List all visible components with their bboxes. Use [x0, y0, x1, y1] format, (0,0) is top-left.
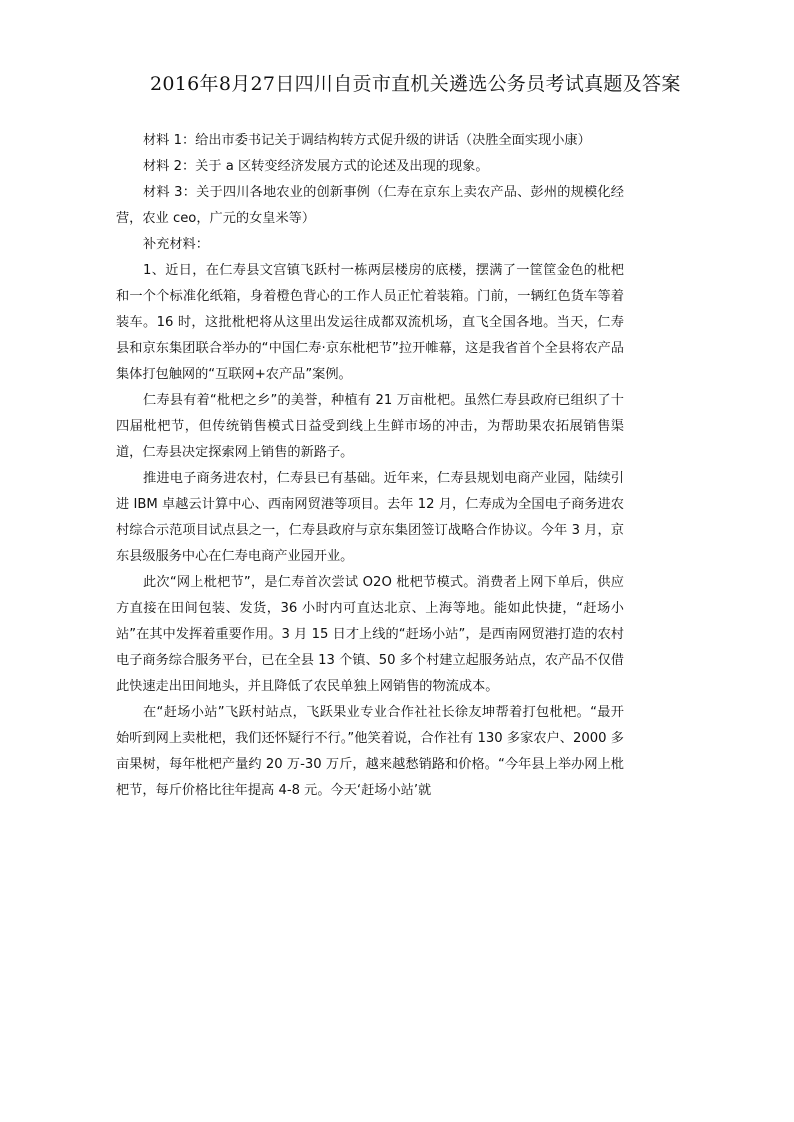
material-2-paragraph: 材料 2：关于 a 区转变经济发展方式的论述及出现的现象。 — [143, 159, 489, 174]
material-3-paragraph: 材料 3：关于四川各地农业的创新事例（仁寿在京东上卖农产品、彭州的规模化经营，农业 ceo，广元的女皇米等） — [116, 185, 624, 226]
supplementary-heading: 补充材料： — [143, 237, 209, 252]
body-paragraph: 在“赶场小站”飞跃村站点，飞跃果业专业合作社社长徐友坤帮着打包枇杷。“最开始听到网上卖枇杷，我们还怀疑行不行。”他笑着说，合作社有 130 多家农户、2000 多亩果树，每年枇杷产量约 20 万-30 万斤，越来越愁销路和价格。“今年县上举办网上枇杷节，每斤价格比往年提高 4-8 元。今天‘赶场小站’就 — [116, 705, 624, 798]
material-1-paragraph: 材料 1：给出市委书记关于调结构转方式促升级的讲话（决胜全面实现小康） — [143, 133, 591, 148]
body-paragraph: 1、近日，在仁寿县文宫镇飞跃村一栋两层楼房的底楼，摆满了一筐筐金色的枇杷和一个个标准化纸箱，身着橙色背心的工作人员正忙着装箱。门前，一辆红色货车等着装车。16 时，这批枇杷将从这里出发运往成都双流机场，直飞全国各地。当天，仁寿县和京东集团联合举办的“中国仁寿·京东枇杷节”拉开帷幕，这是我省首个全县将农产品集体打包触网的“互联网+农产品”案例。 — [116, 263, 624, 382]
body-paragraph: 推进电子商务进农村，仁寿县已有基础。近年来，仁寿县规划电商产业园，陆续引进 IBM 卓越云计算中心、西南网贸港等项目。去年 12 月，仁寿成为全国电子商务进农村综合示范项目试点县之一，仁寿县政府与京东集团签订战略合作协议。今年 3 月，京东县级服务中心在仁寿电商产业园开业。 — [116, 471, 624, 564]
document-body — [116, 128, 624, 804]
body-paragraph: 仁寿县有着“枇杷之乡”的美誉，种植有 21 万亩枇杷。虽然仁寿县政府已组织了十四届枇杷节，但传统销售模式日益受到线上生鲜市场的冲击，为帮助果农拓展销售渠道，仁寿县决定探索网上销售的新路子。 — [116, 393, 624, 460]
body-paragraph: 此次“网上枇杷节”，是仁寿首次尝试 O2O 枇杷节模式。消费者上网下单后，供应方直接在田间包装、发货，36 小时内可直达北京、上海等地。能如此快捷，“赶场小站”在其中发挥着重要作用。3 月 15 日才上线的“赶场小站”，是西南网贸港打造的农村电子商务综合服务平台，已在全县 13 个镇、50 多个村建立起服务站点，农产品不仅借此快速走出田间地头，并且降低了农民单独上网销售的物流成本。 — [116, 575, 624, 694]
document-title: 2016年8月27日四川自贡市直机关遴选公务员考试真题及答案 — [150, 73, 681, 95]
